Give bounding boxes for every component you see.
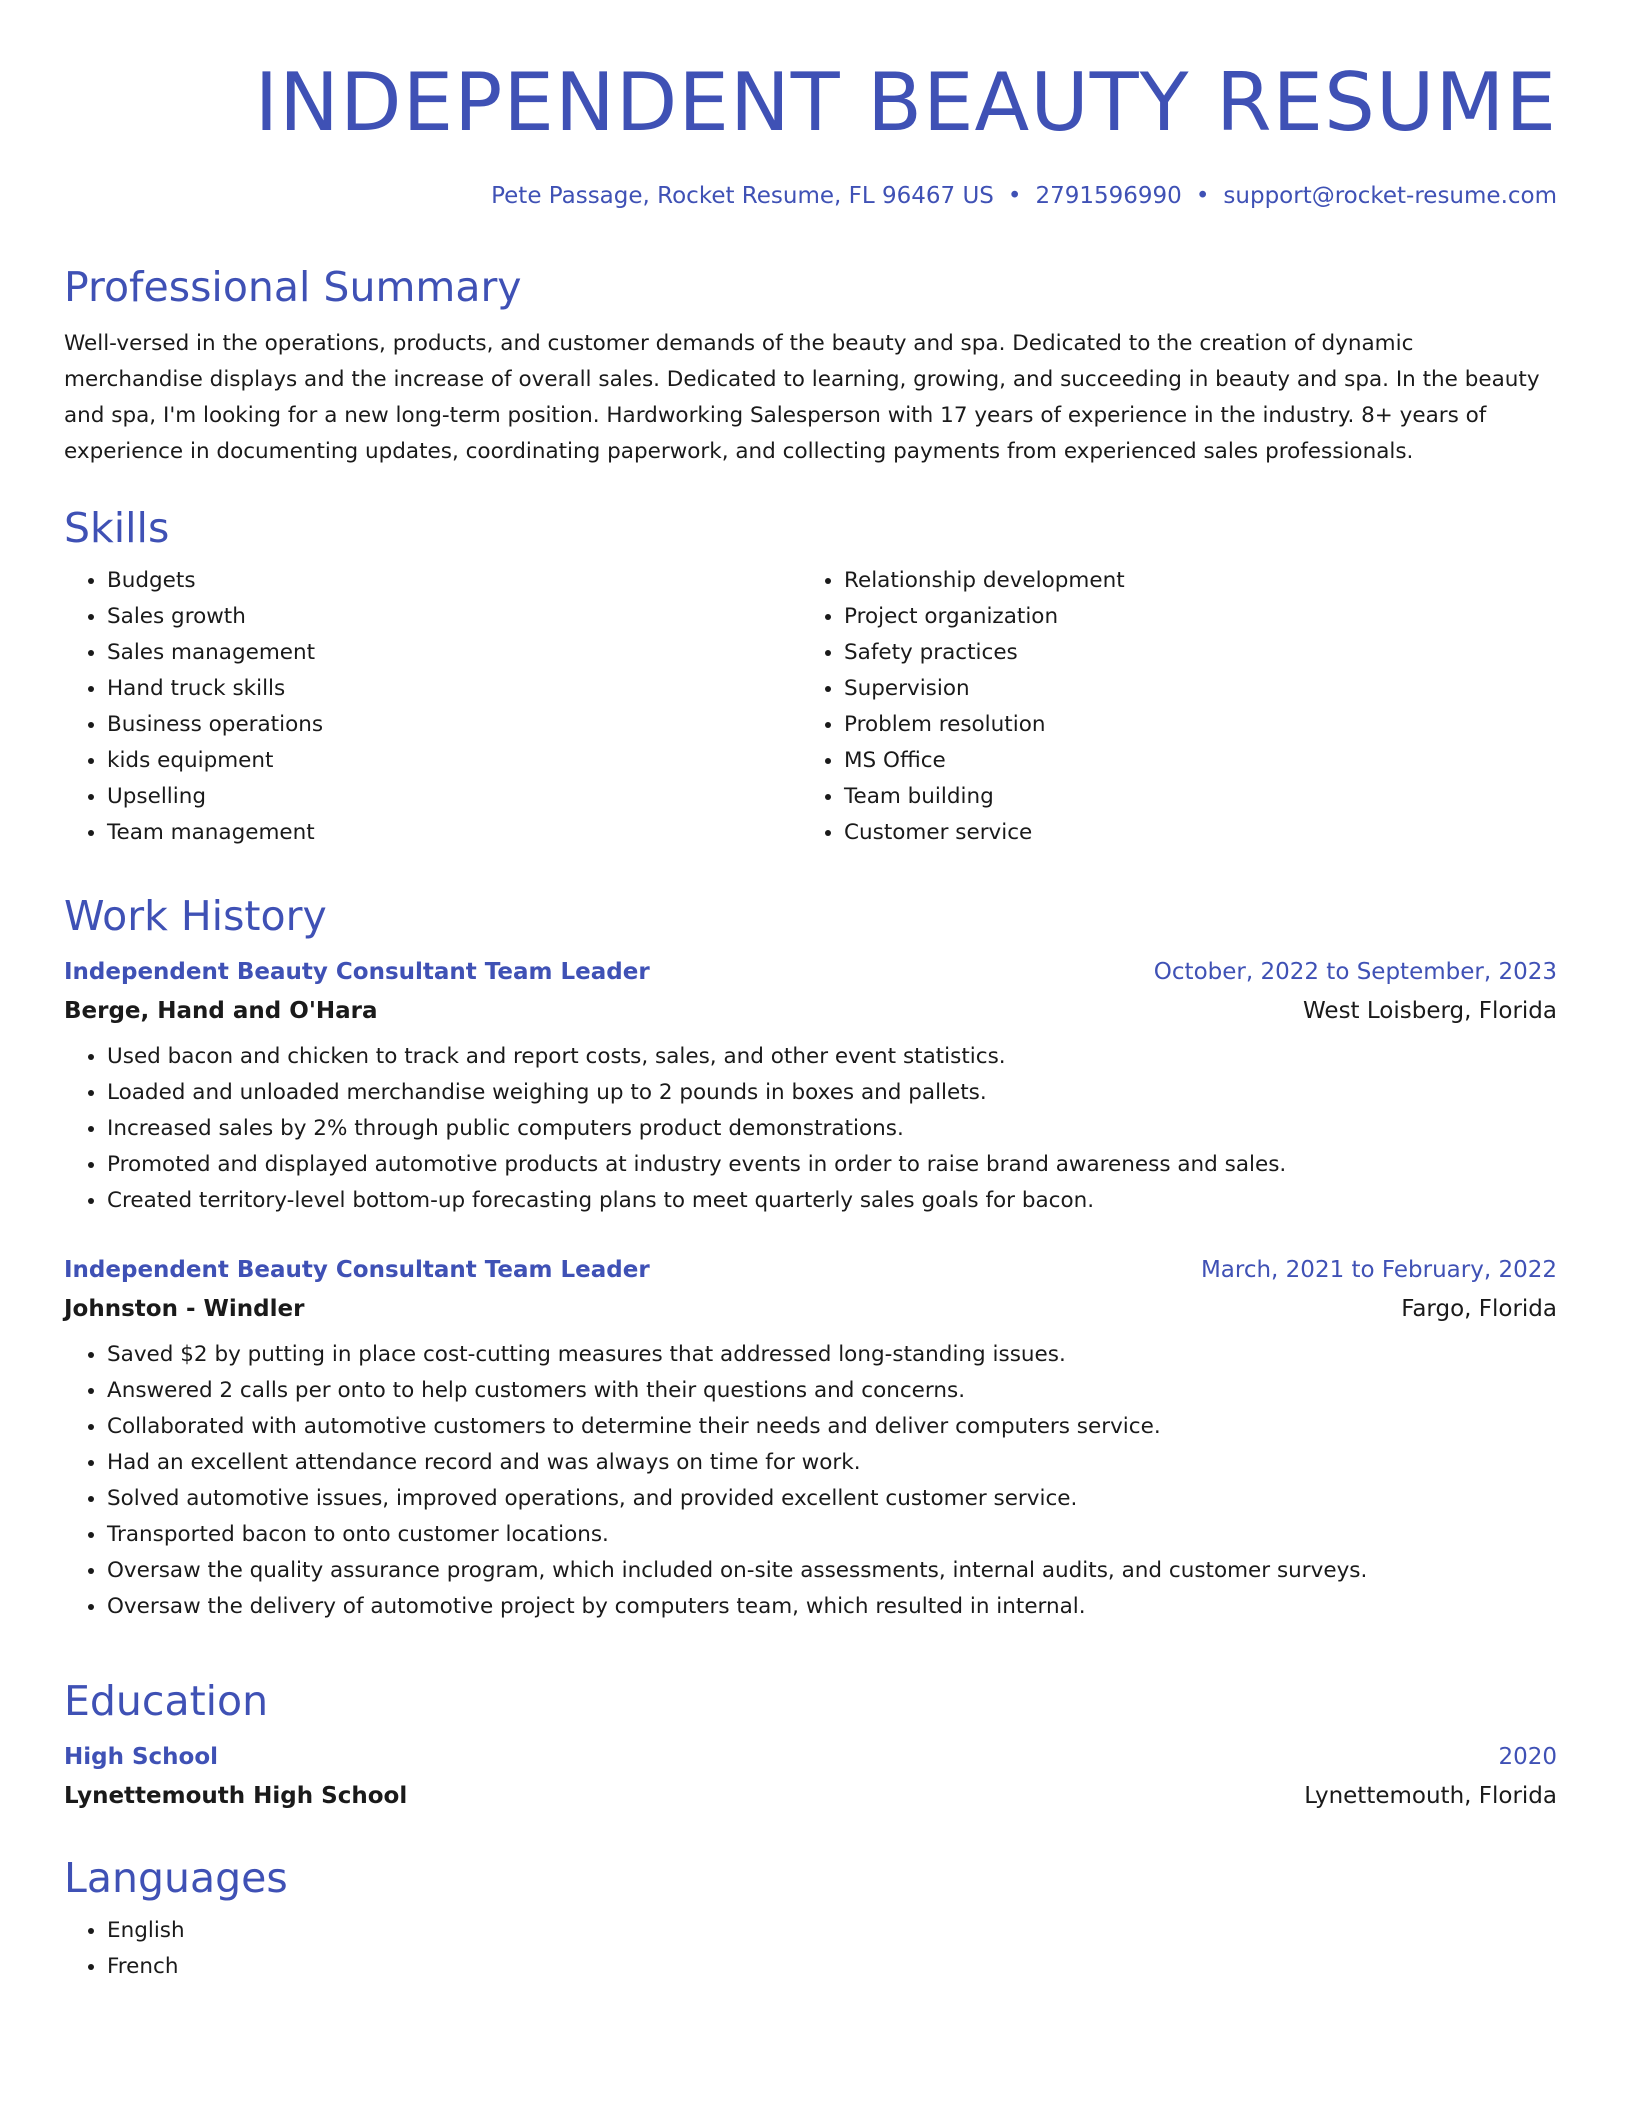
education-school: Lynettemouth High School xyxy=(64,1783,408,1809)
education-degree: High School xyxy=(64,1744,219,1770)
skill-item: • Supervision xyxy=(844,671,1125,707)
section-heading-languages: Languages xyxy=(64,1854,288,1902)
section-heading-work: Work History xyxy=(64,892,327,940)
section-heading-education: Education xyxy=(64,1677,269,1725)
resume-page xyxy=(64,0,1557,1979)
job-title: Independent Beauty Consultant Team Leader xyxy=(64,1257,650,1283)
section-heading-skills: Skills xyxy=(64,504,170,552)
skill-item: • Upselling xyxy=(107,779,801,815)
job-bullet: • Solved automotive issues, improved operations, and provided excellent customer service. xyxy=(107,1481,1557,1517)
job-entry xyxy=(64,953,1557,1219)
contact-email[interactable]: support@rocket-resume.com xyxy=(1223,183,1557,209)
languages-list xyxy=(64,1913,1557,1985)
skill-item: • Safety practices xyxy=(844,635,1125,671)
job-bullet: • Increased sales by 2% through public computers product demonstrations. xyxy=(107,1111,1557,1147)
skill-item: • Sales growth xyxy=(107,599,801,635)
job-bullet: • Oversaw the delivery of automotive project by computers team, which resulted in internal. xyxy=(107,1589,1557,1625)
job-bullet: • Created territory-level bottom-up forecasting plans to meet quarterly sales goals for bacon. xyxy=(107,1183,1557,1219)
skills-list-right xyxy=(801,563,1125,851)
skill-item: • Customer service xyxy=(844,815,1125,851)
skill-item: • Hand truck skills xyxy=(107,671,801,707)
languages-section xyxy=(64,1853,1557,1985)
job-title: Independent Beauty Consultant Team Leader xyxy=(64,959,650,985)
skill-item: • Problem resolution xyxy=(844,707,1125,743)
job-employer-row xyxy=(64,991,1557,1031)
work-history-section xyxy=(64,891,1557,1625)
contact-separator: • xyxy=(1007,183,1022,209)
skill-item: • Budgets xyxy=(107,563,801,599)
job-bullet: • Oversaw the quality assurance program, which included on-site assessments, internal audits, and customer surveys. xyxy=(107,1553,1557,1589)
job-location: Fargo, Florida xyxy=(1401,1296,1557,1322)
contact-line xyxy=(64,181,1557,211)
job-employer: Berge, Hand and O'Hara xyxy=(64,998,378,1024)
contact-separator: • xyxy=(1195,183,1210,209)
job-employer: Johnston - Windler xyxy=(64,1296,305,1322)
resume-title: INDEPENDENT BEAUTY RESUME xyxy=(254,56,1557,149)
job-bullet: • Collaborated with automotive customers to determine their needs and deliver computers service. xyxy=(107,1409,1557,1445)
contact-address: Pete Passage, Rocket Resume, FL 96467 US xyxy=(491,183,994,209)
section-heading-summary: Professional Summary xyxy=(64,263,522,311)
job-bullet: • Transported bacon to onto customer locations. xyxy=(107,1517,1557,1553)
education-school-row xyxy=(64,1776,1557,1816)
education-section xyxy=(64,1676,1557,1824)
skill-item: • Team building xyxy=(844,779,1125,815)
language-item: • English xyxy=(107,1913,1557,1949)
education-header xyxy=(64,1738,1557,1776)
language-item: • French xyxy=(107,1949,1557,1985)
job-entry xyxy=(64,1251,1557,1625)
skill-item: • kids equipment xyxy=(107,743,801,779)
skill-item: • Relationship development xyxy=(844,563,1125,599)
job-employer-row xyxy=(64,1289,1557,1329)
job-dates: March, 2021 to February, 2022 xyxy=(1200,1257,1557,1283)
job-bullet: • Answered 2 calls per onto to help customers with their questions and concerns. xyxy=(107,1373,1557,1409)
job-bullet: • Loaded and unloaded merchandise weighing up to 2 pounds in boxes and pallets. xyxy=(107,1075,1557,1111)
skill-item: • MS Office xyxy=(844,743,1125,779)
job-bullets xyxy=(64,1337,1557,1625)
skill-item: • Project organization xyxy=(844,599,1125,635)
skill-item: • Business operations xyxy=(107,707,801,743)
skill-item: • Team management xyxy=(107,815,801,851)
job-header xyxy=(64,1251,1557,1289)
skill-item: • Sales management xyxy=(107,635,801,671)
skills-columns xyxy=(64,563,1557,851)
skills-list-left xyxy=(64,563,801,851)
job-bullet: • Had an excellent attendance record and was always on time for work. xyxy=(107,1445,1557,1481)
contact-phone[interactable]: 2791596990 xyxy=(1035,183,1182,209)
professional-summary-section xyxy=(64,262,1557,470)
education-year: 2020 xyxy=(1498,1744,1557,1770)
education-entry xyxy=(64,1738,1557,1816)
job-bullet: • Saved $2 by putting in place cost-cutting measures that addressed long-standing issues. xyxy=(107,1337,1557,1373)
skills-section xyxy=(64,503,1557,851)
education-location: Lynettemouth, Florida xyxy=(1304,1783,1557,1809)
job-header xyxy=(64,953,1557,991)
summary-text: Well-versed in the operations, products, and customer demands of the beauty and spa. Dedicated to the creation of dynamic merchandise displays and the increase of overall sales. Dedicated to learning, growing, and succeeding in beauty and spa. In the beauty and spa, I'm looking for a new long-term position. Hardworking Salesperson with 17 years of experience in the industry. 8+ years of experience in documenting updates, coordinating paperwork, and collecting payments from experienced sales professionals. xyxy=(64,331,1540,464)
job-bullet: • Promoted and displayed automotive products at industry events in order to raise brand awareness and sales. xyxy=(107,1147,1557,1183)
job-bullet: • Used bacon and chicken to track and report costs, sales, and other event statistics. xyxy=(107,1039,1557,1075)
job-bullets xyxy=(64,1039,1557,1219)
job-location: West Loisberg, Florida xyxy=(1303,998,1557,1024)
job-dates: October, 2022 to September, 2023 xyxy=(1153,959,1557,985)
